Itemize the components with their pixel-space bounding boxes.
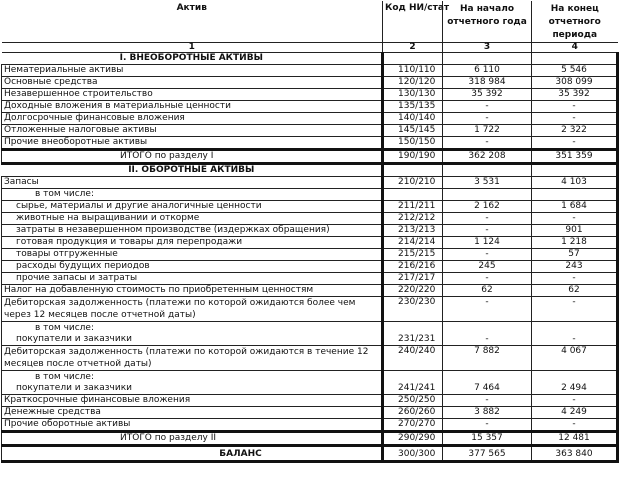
row-end-value: 901 xyxy=(532,225,618,237)
section-title-row xyxy=(2,53,618,65)
row-start-value: - xyxy=(443,249,532,261)
row-code: 220/220 xyxy=(383,285,443,297)
row-label: Налог на добавленную стоимость по приобретенным ценностям xyxy=(2,285,383,297)
row-label: Дебиторская задолженность (платежи по которой ожидаются в течение 12 месяцев после отчетной даты) xyxy=(2,346,383,371)
row-code: 140/140 xyxy=(383,113,443,125)
row-end-value: - xyxy=(532,419,618,432)
table-row xyxy=(2,237,618,249)
row-start-value: 1 124 xyxy=(443,237,532,249)
row-start-value: 7 464 xyxy=(443,371,532,395)
row-code: 213/213 xyxy=(383,225,443,237)
table-row xyxy=(2,201,618,213)
row-start-value: - xyxy=(443,113,532,125)
table-row xyxy=(2,125,618,137)
row-end-value: - xyxy=(532,297,618,322)
including-label: в том числе: xyxy=(35,323,95,333)
row-code: 270/270 xyxy=(383,419,443,432)
table-row xyxy=(2,101,618,113)
row-start-value: 318 984 xyxy=(443,77,532,89)
row-end-value: 62 xyxy=(532,285,618,297)
table-row xyxy=(2,371,618,395)
row-end-value: 57 xyxy=(532,249,618,261)
row-start-value: 35 392 xyxy=(443,89,532,101)
row-code: 260/260 xyxy=(383,407,443,419)
row-start-value: 3 882 xyxy=(443,407,532,419)
row-code: 215/215 xyxy=(383,249,443,261)
table-row xyxy=(2,322,618,346)
section-title: II. ОБОРОТНЫЕ АКТИВЫ xyxy=(2,164,383,177)
row-start-value: - xyxy=(443,395,532,407)
row-start-value: - xyxy=(443,322,532,346)
row-label: готовая продукция и товары для перепродажи xyxy=(2,237,383,249)
row-start-value: - xyxy=(443,273,532,285)
row-label xyxy=(2,322,383,346)
row-end-value: 1 218 xyxy=(532,237,618,249)
row-label: прочие запасы и затраты xyxy=(2,273,383,285)
row-start-value: 15 357 xyxy=(443,432,532,446)
row-code: 231/231 xyxy=(383,322,443,346)
row-code: 120/120 xyxy=(383,77,443,89)
table-row xyxy=(2,77,618,89)
row-start-value: 7 882 xyxy=(443,346,532,371)
section-title-row xyxy=(2,164,618,177)
row-end-value: 2 494 xyxy=(532,371,618,395)
row-code: 216/216 xyxy=(383,261,443,273)
col-number: 2 xyxy=(383,43,443,53)
row-end-value: - xyxy=(532,101,618,113)
header-code: Код НИ/стат xyxy=(383,1,443,43)
row-start-value: 62 xyxy=(443,285,532,297)
row-end-value: 351 359 xyxy=(532,150,618,164)
table-row xyxy=(2,395,618,407)
row-end-value: 4 103 xyxy=(532,177,618,189)
row-end-value: 4 249 xyxy=(532,407,618,419)
row-end-value: 5 546 xyxy=(532,65,618,77)
including-label: в том числе: xyxy=(35,372,95,382)
table-row xyxy=(2,177,618,189)
row-start-value: 1 722 xyxy=(443,125,532,137)
row-end-value: 12 481 xyxy=(532,432,618,446)
balance-label: БАЛАНС xyxy=(2,446,383,462)
row-code: 130/130 xyxy=(383,89,443,101)
section-title: I. ВНЕОБОРОТНЫЕ АКТИВЫ xyxy=(2,53,383,65)
row-label: Нематериальные активы xyxy=(2,65,383,77)
row-start-value: - xyxy=(443,225,532,237)
row-start-value: - xyxy=(443,213,532,225)
header-start: На начало отчетного года xyxy=(443,1,532,43)
row-end-value: 35 392 xyxy=(532,89,618,101)
table-row xyxy=(2,346,618,371)
col-number: 3 xyxy=(443,43,532,53)
row-label xyxy=(2,371,383,395)
row-start-value: 377 565 xyxy=(443,446,532,462)
row-label: Краткосрочные финансовые вложения xyxy=(2,395,383,407)
row-end-value: 243 xyxy=(532,261,618,273)
row-code: 290/290 xyxy=(383,432,443,446)
row-label: Доходные вложения в материальные ценности xyxy=(2,101,383,113)
sub-item-label: покупатели и заказчики xyxy=(16,334,132,344)
table-row xyxy=(2,213,618,225)
row-code: 214/214 xyxy=(383,237,443,249)
table-row xyxy=(2,137,618,150)
row-start-value: 2 162 xyxy=(443,201,532,213)
col-number: 1 xyxy=(2,43,383,53)
row-start-value: - xyxy=(443,101,532,113)
header-row xyxy=(2,1,618,43)
row-code: 210/210 xyxy=(383,177,443,189)
row-label: расходы будущих периодов xyxy=(2,261,383,273)
row-end-value: - xyxy=(532,273,618,285)
row-code: 217/217 xyxy=(383,273,443,285)
row-start-value: 3 531 xyxy=(443,177,532,189)
row-label: животные на выращивании и откорме xyxy=(2,213,383,225)
row-code: 211/211 xyxy=(383,201,443,213)
row-start-value: 362 208 xyxy=(443,150,532,164)
table-row xyxy=(2,297,618,322)
col-number: 4 xyxy=(532,43,618,53)
table-row xyxy=(2,113,618,125)
balance-row xyxy=(2,446,618,462)
row-label: Долгосрочные финансовые вложения xyxy=(2,113,383,125)
row-code: 190/190 xyxy=(383,150,443,164)
table-row xyxy=(2,273,618,285)
row-code: 240/240 xyxy=(383,346,443,371)
table-row xyxy=(2,249,618,261)
row-code: 135/135 xyxy=(383,101,443,113)
row-label: ИТОГО по разделу I xyxy=(2,150,383,164)
row-label: Денежные средства xyxy=(2,407,383,419)
row-code: 230/230 xyxy=(383,297,443,322)
table-row xyxy=(2,89,618,101)
total-row xyxy=(2,150,618,164)
row-end-value: - xyxy=(532,137,618,150)
column-number-row xyxy=(2,43,618,53)
subheading-row xyxy=(2,189,618,201)
row-end-value: 363 840 xyxy=(532,446,618,462)
row-code: 145/145 xyxy=(383,125,443,137)
row-end-value: 308 099 xyxy=(532,77,618,89)
row-end-value: - xyxy=(532,213,618,225)
row-code: 241/241 xyxy=(383,371,443,395)
row-label: Отложенные налоговые активы xyxy=(2,125,383,137)
row-end-value: - xyxy=(532,322,618,346)
row-label: Незавершенное строительство xyxy=(2,89,383,101)
row-label: Прочие внеоборотные активы xyxy=(2,137,383,150)
row-label: Прочие оборотные активы xyxy=(2,419,383,432)
row-code: 150/150 xyxy=(383,137,443,150)
header-end: На конец отчетного периода xyxy=(532,1,618,43)
row-start-value: - xyxy=(443,137,532,150)
row-start-value: 6 110 xyxy=(443,65,532,77)
row-label: затраты в незавершенном производстве (издержках обращения) xyxy=(2,225,383,237)
row-end-value: 1 684 xyxy=(532,201,618,213)
row-label: ИТОГО по разделу II xyxy=(2,432,383,446)
row-end-value: 2 322 xyxy=(532,125,618,137)
table-row xyxy=(2,261,618,273)
row-label: Основные средства xyxy=(2,77,383,89)
row-label: товары отгруженные xyxy=(2,249,383,261)
row-code: 250/250 xyxy=(383,395,443,407)
row-code: 110/110 xyxy=(383,65,443,77)
row-start-value: - xyxy=(443,297,532,322)
row-end-value: - xyxy=(532,113,618,125)
including-label: в том числе: xyxy=(2,189,383,201)
table-row xyxy=(2,419,618,432)
row-label: Дебиторская задолженность (платежи по которой ожидаются более чем через 12 месяцев после отчетной даты) xyxy=(2,297,383,322)
table-row xyxy=(2,285,618,297)
row-label: сырье, материалы и другие аналогичные ценности xyxy=(2,201,383,213)
table-row xyxy=(2,407,618,419)
sub-item-label: покупатели и заказчики xyxy=(16,383,132,393)
row-end-value: 4 067 xyxy=(532,346,618,371)
row-code: 212/212 xyxy=(383,213,443,225)
row-code: 300/300 xyxy=(383,446,443,462)
row-start-value: 245 xyxy=(443,261,532,273)
row-end-value: - xyxy=(532,395,618,407)
table-row xyxy=(2,225,618,237)
row-label: Запасы xyxy=(2,177,383,189)
table-row xyxy=(2,65,618,77)
asset-table xyxy=(1,1,619,463)
total-row xyxy=(2,432,618,446)
header-asset: Актив xyxy=(2,1,383,43)
row-start-value: - xyxy=(443,419,532,432)
